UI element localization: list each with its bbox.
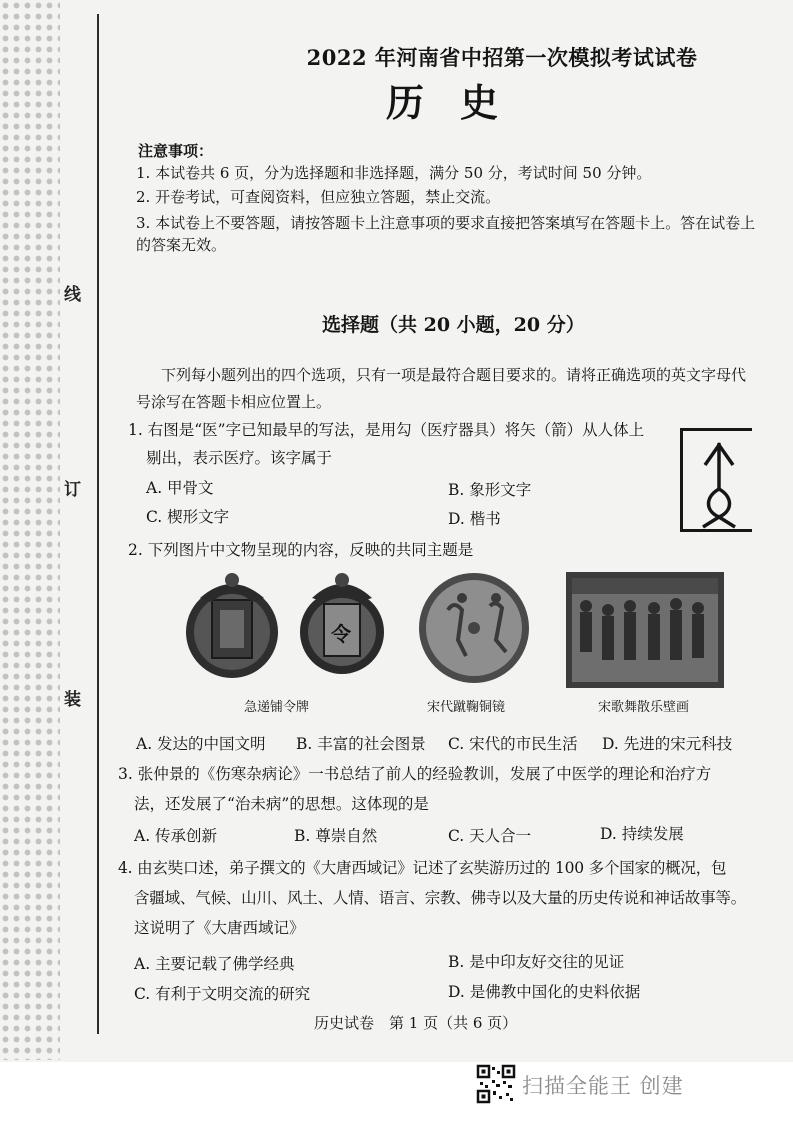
question-2-option-a: A. 发达的中国文明 xyxy=(136,735,266,753)
binding-margin-pattern xyxy=(0,0,60,1060)
exam-title: 2022 年河南省中招第一次模拟考试试卷 xyxy=(306,45,698,70)
token-character: 令 xyxy=(331,622,351,646)
question-1-option-b: B. 象形文字 xyxy=(448,481,532,499)
figure-caption-mirror: 宋代蹴鞠铜镜 xyxy=(427,700,506,715)
question-3-option-c: C. 天人合一 xyxy=(448,827,532,845)
question-3-option-a: A. 传承创新 xyxy=(134,827,218,845)
section-title: 选择题（共 20 小题，20 分） xyxy=(322,314,585,336)
question-4-stem-cont2: 这说明了《大唐西域记》 xyxy=(134,919,305,937)
question-3-option-b: B. 尊崇自然 xyxy=(294,827,378,845)
section-instruction: 下列每小题列出的四个选项，只有一项是最符合题目要求的。请将正确选项的英文字母代号涂写在答题卡相应位置上。 xyxy=(136,366,747,411)
question-1-option-a: A. 甲骨文 xyxy=(146,479,214,497)
question-3-stem: 3. 张仲景的《伤寒杂病论》一书总结了前人的经验教训，发展了中医学的理论和治疗方 xyxy=(118,765,712,783)
notes-heading: 注意事项： xyxy=(138,142,214,160)
subject-title: 历史 xyxy=(386,80,535,125)
binding-label-ding: 订 xyxy=(60,480,80,499)
question-4-option-b: B. 是中印友好交往的见证 xyxy=(448,953,625,971)
qr-code-icon xyxy=(476,1064,516,1108)
figure-caption-mural: 宋歌舞散乐壁画 xyxy=(598,700,690,715)
token-image-front xyxy=(182,568,282,692)
figure-caption-token: 急递铺令牌 xyxy=(244,700,310,715)
arrow-glyph-icon xyxy=(683,431,755,531)
ancient-yi-character-figure xyxy=(680,428,752,532)
binding-label-zhuang: 装 xyxy=(60,690,80,709)
question-2-option-c: C. 宋代的市民生活 xyxy=(448,735,578,753)
question-3-stem-cont: 法，还发展了“治未病”的思想。这体现的是 xyxy=(134,795,429,813)
question-1-option-c: C. 楔形文字 xyxy=(146,508,230,526)
note-item: 3. 本试卷上不要答题，请按答题卡上注意事项的要求直接把答案填写在答题卡上。答在试卷上的答案无效。 xyxy=(136,214,756,254)
question-4-stem-cont: 含疆域、气候、山川、风土、人情、语言、宗教、佛寺以及大量的历史传说和神话故事等。 xyxy=(134,889,747,907)
question-4-option-d: D. 是佛教中国化的史料依据 xyxy=(448,983,641,1001)
note-item: 2. 开卷考试，可查阅资料，但应独立答题，禁止交流。 xyxy=(136,188,501,206)
question-3-option-d: D. 持续发展 xyxy=(600,825,684,843)
page-footer: 历史试卷 第 1 页（共 6 页） xyxy=(314,1014,518,1032)
question-4-option-c: C. 有利于文明交流的研究 xyxy=(134,985,311,1003)
question-2-stem: 2. 下列图片中文物呈现的内容，反映的共同主题是 xyxy=(128,541,474,559)
question-4-option-a: A. 主要记载了佛学经典 xyxy=(134,955,295,973)
question-2-option-d: D. 先进的宋元科技 xyxy=(602,735,733,753)
binding-label-line: 线 xyxy=(60,285,80,304)
note-item: 1. 本试卷共 6 页，分为选择题和非选择题，满分 50 分，考试时间 50 分钟。 xyxy=(136,164,652,182)
question-1-stem-cont: 剔出，表示医疗。该字属于 xyxy=(146,449,333,467)
question-1-stem: 1. 右图是“医”字已知最早的写法，是用勾（医疗器具）将矢（箭）从人体上 xyxy=(128,421,645,439)
token-image-back xyxy=(296,568,388,692)
bronze-mirror-image xyxy=(418,570,530,690)
question-2-option-b: B. 丰富的社会图景 xyxy=(296,735,426,753)
question-4-stem: 4. 由玄奘口述，弟子撰文的《大唐西域记》记述了玄奘游历过的 100 多个国家的概况，包 xyxy=(118,859,727,877)
question-1-option-d: D. 楷书 xyxy=(448,510,501,528)
scanner-watermark: 扫描全能王 创建 xyxy=(522,1074,684,1098)
song-dance-mural-image xyxy=(566,572,724,692)
binding-rule-line xyxy=(97,14,99,1034)
